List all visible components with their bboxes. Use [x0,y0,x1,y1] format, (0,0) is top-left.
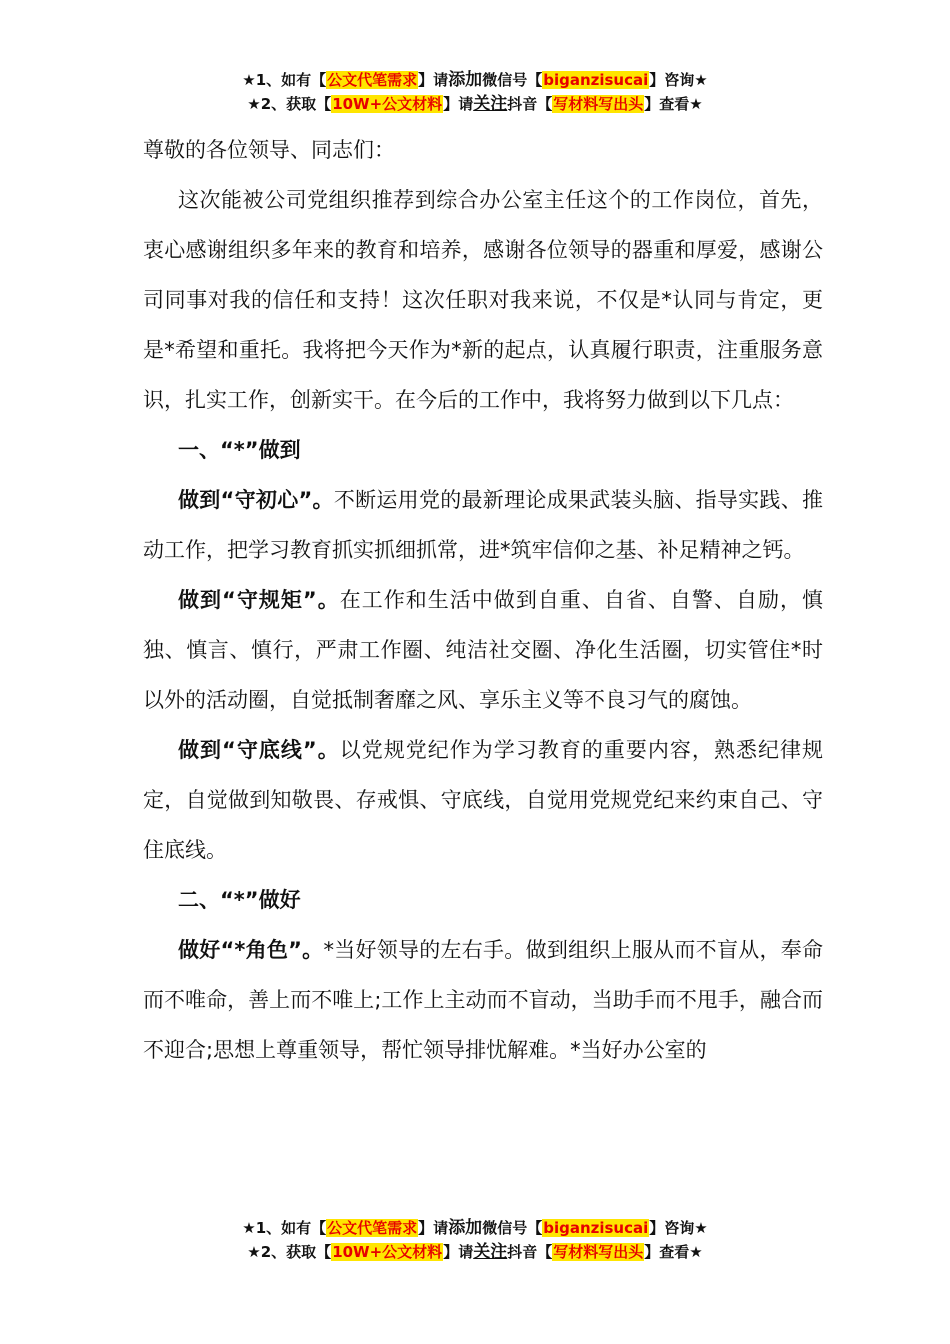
banner-emphasis: 关注 [473,1242,508,1262]
banner-line-1 [0,68,950,92]
banner-text: 】请 [418,71,449,89]
banner-text: ★1、如有【 [242,1219,327,1237]
paragraph-title: 做好“*角色”。 [178,938,324,962]
paragraph-text: 在工作和生活中做到自重、自省、自警、自励，慎独、慎言、慎行，严肃工作圈、纯洁社交圈、净化生活圈，切实管住*时以外的活动圈，自觉抵制奢靡之风、享乐主义等不良习气的腐蚀。 [143,588,823,712]
section-heading-2: 二、“*”做好 [178,888,301,912]
paragraph-1 [143,475,823,575]
banner-emphasis: 添加 [448,1218,483,1238]
banner-text: 】查看★ [644,95,703,113]
salutation: 尊敬的各位领导、同志们： [143,138,395,162]
banner-text: 微信号【 [482,1219,543,1237]
header-banner [0,68,950,116]
banner-text: 微信号【 [482,71,543,89]
banner-highlight: 公文代笔需求 [327,71,418,89]
banner-text: 】咨询★ [649,71,708,89]
banner-highlight: biganzisucai [543,71,649,89]
paragraph-text: 不断运用党的最新理论成果武装头脑、指导实践、推动工作，把学习教育抓实抓细抓常，进*筑牢信仰之基、补足精神之钙。 [143,488,823,562]
banner-text: 】请 [443,95,474,113]
banner-text: 抖音【 [507,1243,553,1261]
banner-text: 】咨询★ [649,1219,708,1237]
banner-text: 】请 [443,1243,474,1261]
banner-highlight: 公文代笔需求 [327,1219,418,1237]
banner-text: 】请 [418,1219,449,1237]
paragraph-text: 以党规党纪作为学习教育的重要内容，熟悉纪律规定，自觉做到知敬畏、存戒惧、守底线，自觉用党规党纪来约束自己、守住底线。 [143,738,823,862]
banner-text: 】查看★ [644,1243,703,1261]
banner-line-2 [0,1240,950,1264]
section-heading-1: 一、“*”做到 [178,438,301,462]
banner-highlight: 10W+公文材料 [332,95,443,113]
intro-paragraph: 这次能被公司党组织推荐到综合办公室主任这个的工作岗位，首先，衷心感谢组织多年来的教育和培养，感谢各位领导的器重和厚爱，感谢公司同事对我的信任和支持！这次任职对我来说，不仅是*认同与肯定，更是*希望和重托。我将把今天作为*新的起点，认真履行职责，注重服务意识，扎实工作，创新实干。在今后的工作中，我将努力做到以下几点： [143,188,823,412]
paragraph-4 [143,925,823,1075]
paragraph-title: 做到“守初心”。 [178,488,334,512]
paragraph-3 [143,725,823,875]
banner-highlight: 写材料写出头 [553,95,644,113]
banner-text: ★1、如有【 [242,71,327,89]
banner-highlight: 写材料写出头 [553,1243,644,1261]
banner-line-2 [0,92,950,116]
paragraph-title: 做到“守底线”。 [178,738,340,762]
banner-line-1 [0,1216,950,1240]
banner-emphasis: 添加 [448,70,483,90]
banner-text: 抖音【 [507,95,553,113]
document-body [143,125,823,1075]
footer-banner [0,1216,950,1264]
paragraph-title: 做到“守规矩”。 [178,588,340,612]
banner-highlight: 10W+公文材料 [332,1243,443,1261]
banner-emphasis: 关注 [473,94,508,114]
paragraph-2 [143,575,823,725]
banner-text: ★2、获取【 [247,95,332,113]
banner-text: ★2、获取【 [247,1243,332,1261]
paragraph-text: *当好领导的左右手。做到组织上服从而不盲从，奉命而不唯命，善上而不唯上;工作上主动而不盲动，当助手而不甩手，融合而不迎合;思想上尊重领导，帮忙领导排忧解难。*当好办公室的 [143,938,823,1062]
banner-highlight: biganzisucai [543,1219,649,1237]
